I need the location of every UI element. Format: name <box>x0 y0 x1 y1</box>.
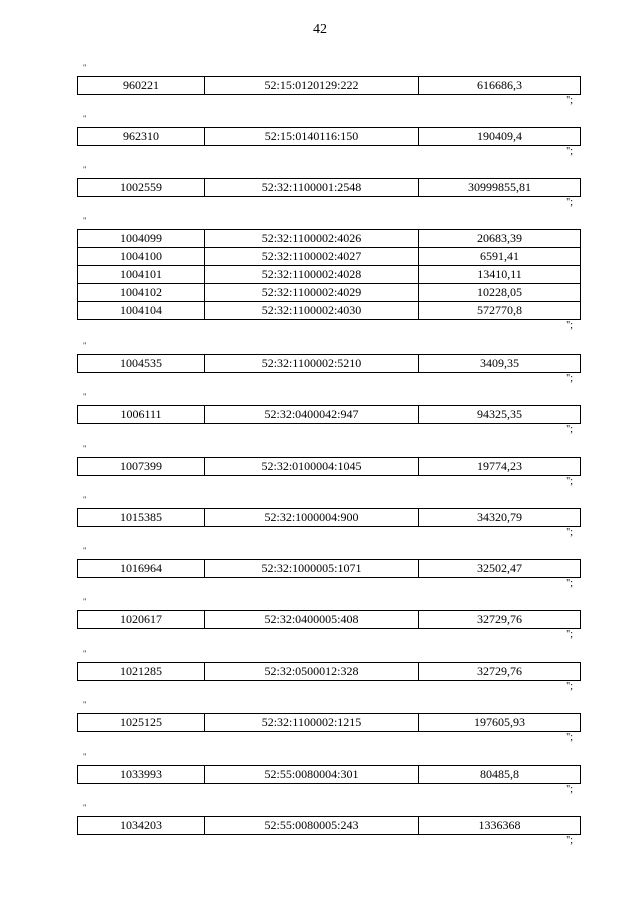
cadastral-number-cell: 52:32:1100002:4028 <box>205 266 419 284</box>
record-number-cell: 1004100 <box>78 248 205 266</box>
closing-quote: "; <box>566 578 573 589</box>
table-row <box>78 179 581 197</box>
record-number-cell: 1034203 <box>78 817 205 835</box>
value-cell: 94325,35 <box>419 406 581 424</box>
record-number-cell: 1015385 <box>78 509 205 527</box>
closing-quote: "; <box>566 629 573 640</box>
value-cell: 30999855,81 <box>419 179 581 197</box>
opening-quote: " <box>83 649 87 658</box>
closing-quote: "; <box>566 424 573 435</box>
closing-quote: "; <box>566 681 573 692</box>
record-number-cell: 1016964 <box>78 560 205 578</box>
cadastral-number-cell: 52:15:0140116:150 <box>205 128 419 146</box>
closing-quote: "; <box>566 835 573 846</box>
table-row <box>78 284 581 302</box>
closing-quote: "; <box>566 527 573 538</box>
record-number-cell: 1002559 <box>78 179 205 197</box>
closing-quote: "; <box>566 320 573 331</box>
record-number-cell: 1021285 <box>78 663 205 681</box>
registry-table <box>77 405 581 424</box>
record-number-cell: 1033993 <box>78 766 205 784</box>
closing-quote: "; <box>566 784 573 795</box>
cadastral-number-cell: 52:32:1000004:900 <box>205 509 419 527</box>
opening-quote: " <box>83 803 87 812</box>
cadastral-number-cell: 52:32:0100004:1045 <box>205 458 419 476</box>
cadastral-number-cell: 52:32:1100002:4029 <box>205 284 419 302</box>
opening-quote: " <box>83 444 87 453</box>
value-cell: 80485,8 <box>419 766 581 784</box>
record-number-cell: 1025125 <box>78 714 205 732</box>
value-cell: 32502,47 <box>419 560 581 578</box>
record-number-cell: 1004104 <box>78 302 205 320</box>
cadastral-number-cell: 52:32:1100002:4030 <box>205 302 419 320</box>
closing-quote: "; <box>566 732 573 743</box>
registry-table <box>77 559 581 578</box>
cadastral-number-cell: 52:32:1100002:1215 <box>205 714 419 732</box>
table-row <box>78 77 581 95</box>
registry-table <box>77 662 581 681</box>
table-row <box>78 248 581 266</box>
record-number-cell: 960221 <box>78 77 205 95</box>
opening-quote: " <box>83 114 87 123</box>
cadastral-number-cell: 52:55:0080004:301 <box>205 766 419 784</box>
registry-table <box>77 457 581 476</box>
cadastral-number-cell: 52:15:0120129:222 <box>205 77 419 95</box>
record-number-cell: 1004535 <box>78 355 205 373</box>
table-row <box>78 406 581 424</box>
opening-quote: " <box>83 63 87 72</box>
value-cell: 1336368 <box>419 817 581 835</box>
table-row <box>78 611 581 629</box>
cadastral-number-cell: 52:32:0400005:408 <box>205 611 419 629</box>
closing-quote: "; <box>566 197 573 208</box>
closing-quote: "; <box>566 476 573 487</box>
opening-quote: " <box>83 597 87 606</box>
value-cell: 34320,79 <box>419 509 581 527</box>
table-row <box>78 560 581 578</box>
page-number: 42 <box>313 22 327 37</box>
cadastral-number-cell: 52:32:0400042:947 <box>205 406 419 424</box>
registry-table <box>77 765 581 784</box>
registry-table <box>77 508 581 527</box>
record-number-cell: 1006111 <box>78 406 205 424</box>
table-row <box>78 128 581 146</box>
registry-table <box>77 178 581 197</box>
table-row <box>78 458 581 476</box>
value-cell: 190409,4 <box>419 128 581 146</box>
value-cell: 616686,3 <box>419 77 581 95</box>
cadastral-number-cell: 52:32:1100001:2548 <box>205 179 419 197</box>
value-cell: 32729,76 <box>419 611 581 629</box>
table-row <box>78 817 581 835</box>
registry-table <box>77 127 581 146</box>
table-row <box>78 266 581 284</box>
opening-quote: " <box>83 392 87 401</box>
closing-quote: "; <box>566 373 573 384</box>
table-row <box>78 230 581 248</box>
registry-table <box>77 76 581 95</box>
opening-quote: " <box>83 546 87 555</box>
value-cell: 19774,23 <box>419 458 581 476</box>
value-cell: 572770,8 <box>419 302 581 320</box>
value-cell: 32729,76 <box>419 663 581 681</box>
closing-quote: "; <box>566 95 573 106</box>
cadastral-number-cell: 52:32:0500012:328 <box>205 663 419 681</box>
table-row <box>78 509 581 527</box>
registry-table <box>77 816 581 835</box>
registry-table <box>77 354 581 373</box>
opening-quote: " <box>83 700 87 709</box>
record-number-cell: 1007399 <box>78 458 205 476</box>
value-cell: 197605,93 <box>419 714 581 732</box>
record-number-cell: 1004099 <box>78 230 205 248</box>
record-number-cell: 1004102 <box>78 284 205 302</box>
table-row <box>78 663 581 681</box>
opening-quote: " <box>83 341 87 350</box>
registry-table <box>77 610 581 629</box>
record-number-cell: 962310 <box>78 128 205 146</box>
value-cell: 6591,41 <box>419 248 581 266</box>
record-number-cell: 1020617 <box>78 611 205 629</box>
registry-table <box>77 229 581 320</box>
table-row <box>78 714 581 732</box>
record-number-cell: 1004101 <box>78 266 205 284</box>
cadastral-number-cell: 52:32:1100002:4027 <box>205 248 419 266</box>
value-cell: 3409,35 <box>419 355 581 373</box>
opening-quote: " <box>83 752 87 761</box>
opening-quote: " <box>83 495 87 504</box>
cadastral-number-cell: 52:32:1000005:1071 <box>205 560 419 578</box>
cadastral-number-cell: 52:32:1100002:5210 <box>205 355 419 373</box>
value-cell: 20683,39 <box>419 230 581 248</box>
cadastral-number-cell: 52:32:1100002:4026 <box>205 230 419 248</box>
opening-quote: " <box>83 216 87 225</box>
cadastral-number-cell: 52:55:0080005:243 <box>205 817 419 835</box>
table-row <box>78 766 581 784</box>
value-cell: 10228,05 <box>419 284 581 302</box>
table-row <box>78 355 581 373</box>
value-cell: 13410,11 <box>419 266 581 284</box>
opening-quote: " <box>83 165 87 174</box>
registry-table <box>77 713 581 732</box>
closing-quote: "; <box>566 146 573 157</box>
table-row <box>78 302 581 320</box>
